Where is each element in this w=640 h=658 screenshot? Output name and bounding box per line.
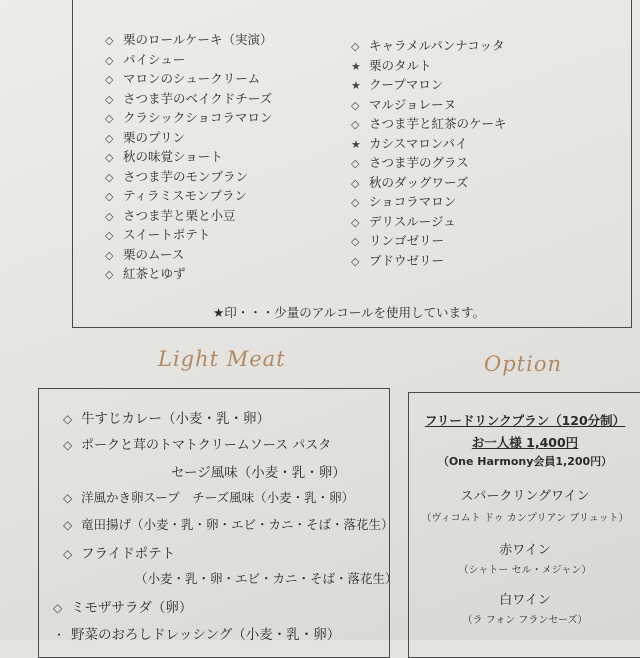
diamond-icon: ◇ [351,235,360,248]
list-item [351,253,444,270]
diamond-icon: ◇ [351,40,360,53]
diamond-icon: ◇ [105,53,114,67]
list-item [105,91,272,108]
light-meat-heading: Light Meat [158,347,286,371]
item-label: 秋の味覚ショート [123,149,223,164]
drink-name: スパークリングワイン [460,489,590,504]
free-drink-plan-title: フリードリンクプラン（120分制） [424,413,626,428]
diamond-icon: ◇ [105,248,114,262]
list-item [171,461,346,481]
item-label: クラシックショコラマロン [123,110,273,125]
list-item [351,77,443,94]
list-item [105,130,185,147]
item-label: セージ風味（小麦・乳・卵） [171,465,346,481]
star-icon: ★ [351,79,361,92]
plan-price: お一人様 1,400円 [471,435,579,450]
list-item [63,542,175,562]
diamond-icon: ◇ [63,491,73,505]
item-label: リンゴゼリー [369,233,445,248]
diamond-icon: ◇ [105,73,114,86]
list-item [105,52,185,69]
list-item [351,38,505,55]
list-item [105,208,236,225]
item-label: パイシュー [123,51,186,67]
item-label: クープマロン [369,77,444,92]
diamond-icon: ◇ [105,151,114,164]
item-label: さつま芋と栗と小豆 [123,207,236,223]
list-item [63,515,394,533]
list-item [63,488,354,506]
diamond-icon: ◇ [105,209,114,223]
diamond-icon: ◇ [351,254,360,268]
item-label: さつま芋のベイクドチーズ [123,90,273,106]
drink-name: 白ワイン [499,593,551,608]
item-label: 栗のムース [123,246,185,262]
diamond-icon: ◇ [105,268,114,281]
diamond-icon: ◇ [105,92,114,106]
list-item [53,623,340,643]
list-item [53,596,192,616]
list-item [351,116,507,133]
item-label: ショコラマロン [369,194,457,209]
option-box [408,392,640,658]
list-item [351,136,468,153]
option-heading: Option [484,352,562,376]
item-label: （小麦・乳・卵・エビ・カニ・そば・落花生） [135,571,398,586]
diamond-icon: ◇ [351,118,360,131]
item-label: 竜田揚げ（小麦・乳・卵・エビ・カニ・そば・落花生） [81,517,394,532]
list-item [105,247,184,264]
diamond-icon: ◇ [105,112,114,125]
diamond-icon: ◇ [63,518,73,532]
item-label: 栗のロールケーキ（実演） [123,32,273,47]
drink-name: 赤ワイン [499,543,551,558]
list-item [105,169,248,186]
list-item [105,110,273,127]
alcohol-note: ★印・・・少量のアルコールを使用しています。 [213,305,485,320]
dessert-list-box [72,0,632,328]
item-label: 野菜のおろしドレッシング（小麦・乳・卵） [71,627,341,643]
item-label: 洋風かき卵スープ チーズ風味（小麦・乳・卵） [81,490,355,505]
drink-subtitle: （シャトー セル・メジャン） [458,565,592,576]
list-item [351,155,469,172]
diamond-icon: ◇ [351,215,360,229]
diamond-icon: ◇ [351,157,360,170]
bullet-icon: ・ [53,628,66,642]
diamond-icon: ◇ [63,547,73,561]
item-label: さつま芋のグラス [369,155,469,170]
item-label: デリスルージュ [369,213,456,229]
diamond-icon: ◇ [63,412,73,426]
diamond-icon: ◇ [351,98,360,112]
diamond-icon: ◇ [105,229,114,242]
item-label: ポークと茸のトマトクリームソース パスタ [81,438,332,453]
item-label: マロンのシュークリーム [123,71,261,86]
item-label: マルジョレーヌ [369,96,456,112]
list-item [351,233,444,250]
item-label: 紅茶とゆず [123,266,186,281]
list-item [135,569,398,587]
list-item [351,58,432,75]
diamond-icon: ◇ [105,170,114,184]
list-item [63,434,331,453]
diamond-icon: ◇ [105,190,114,203]
list-item [105,71,260,88]
list-item [63,407,270,427]
item-label: 牛すじカレー（小麦・乳・卵） [81,411,270,427]
list-item [105,32,273,49]
item-label: 栗のプリン [123,129,186,145]
list-item [351,194,456,211]
item-label: 秋のダッグワーズ [369,174,469,190]
item-label: ミモザサラダ（卵） [71,600,193,616]
diamond-icon: ◇ [105,34,114,47]
item-label: ブドウゼリー [369,252,445,268]
item-label: ティラミスモンブラン [123,188,248,203]
item-label: キャラメルパンナコッタ [369,38,505,53]
item-label: カシスマロンパイ [369,135,468,151]
list-item [105,266,186,283]
drink-subtitle: （ラ フォン フランセーズ） [462,615,588,626]
list-item [351,214,456,231]
item-label: さつま芋と紅茶のケーキ [369,116,507,131]
star-icon: ★ [351,137,361,151]
diamond-icon: ◇ [351,196,360,209]
item-label: スイートポテト [123,227,211,242]
list-item [105,149,223,166]
light-meat-box [38,388,398,658]
item-label: さつま芋のモンブラン [123,168,249,184]
drink-subtitle: （ヴィコムト ドゥ カンプリアン ブリュット） [421,513,629,524]
item-label: フライドポテト [81,546,176,562]
list-item [351,175,468,192]
item-label: 栗のタルト [369,57,432,73]
member-price: （One Harmony会員1,200円） [437,455,613,468]
diamond-icon: ◇ [351,176,360,190]
list-item [105,188,247,205]
star-icon: ★ [351,59,361,73]
diamond-icon: ◇ [63,438,73,452]
list-item [351,97,456,114]
diamond-icon: ◇ [53,601,63,615]
list-item [105,227,210,244]
diamond-icon: ◇ [105,131,114,145]
